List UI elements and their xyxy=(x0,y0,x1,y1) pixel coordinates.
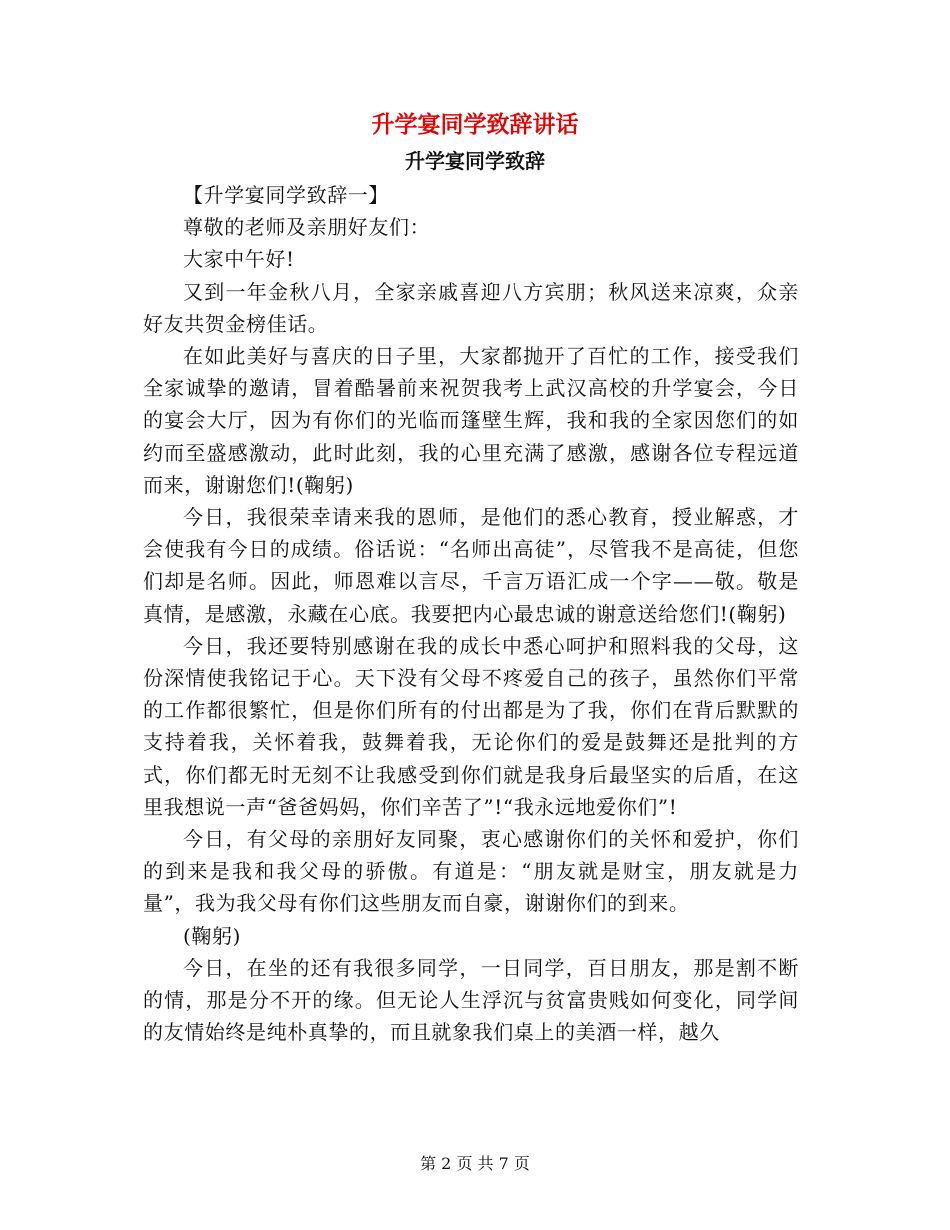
document-title: 升学宴同学致辞讲话 xyxy=(371,111,579,138)
paragraph-classmates: 今日，在坐的还有我很多同学，一日同学，百日朋友，那是割不断的情，那是分不开的缘。但无论人生浮沉与贫富贵贱如何变化，同学间的友情始终是纯朴真挚的，而且就象我们桌上的美酒一样，越久 xyxy=(143,955,799,1045)
greeting: 大家中午好! xyxy=(183,247,295,272)
paragraph-autumn: 又到一年金秋八月，全家亲戚喜迎八方宾朋；秋风送来凉爽，众亲好友共贺金榜佳话。 xyxy=(143,279,799,336)
paragraph-thanks-parents: 今日，我还要特别感谢在我的成长中悉心呵护和照料我的父母，这份深情使我铭记于心。天下没有父母不疼爱自己的孩子，虽然你们平常的工作都很繁忙，但是你们所有的付出都是为了我，你们在背后默默的支持着我，关怀着我，鼓舞着我，无论你们的爱是鼓舞还是批判的方式，你们都无时无刻不让我感受到你们就是我身后最坚实的后盾，在这里我想说一声“爸爸妈妈，你们辛苦了”!“我永远地爱你们”! xyxy=(143,633,799,819)
salutation: 尊敬的老师及亲朋好友们： xyxy=(183,215,431,240)
document-body xyxy=(143,179,799,1048)
document-subtitle: 升学宴同学致辞 xyxy=(405,149,545,173)
paragraph-thanks-guests: 在如此美好与喜庆的日子里，大家都抛开了百忙的工作，接受我们全家诚挚的邀请，冒着酷暑前来祝贺我考上武汉高校的升学宴会，今日的宴会大厅，因为有你们的光临而篷壁生辉，我和我的全家因您们的如约而至盛感激动，此时此刻，我的心里充满了感激，感谢各位专程远道而来，谢谢您们!(鞠躬) xyxy=(143,344,799,497)
page-number: 第 2 页 共 7 页 xyxy=(420,1154,530,1173)
paragraph-thanks-friends: 今日，有父母的亲朋好友同聚，衷心感谢你们的关怀和爱护，你们的到来是我和我父母的骄傲。有道是：“朋友就是财宝，朋友就是力量”，我为我父母有你们这些朋友而自豪，谢谢你们的到来。 xyxy=(143,827,799,916)
paragraph-bow: (鞠躬) xyxy=(183,923,242,948)
paragraph-thanks-teachers: 今日，我很荣幸请来我的恩师，是他们的悉心教育，授业解惑，才会使我有今日的成绩。俗话说：“名师出高徒”，尽管我不是高徒，但您们却是名师。因此，师恩难以言尽，千言万语汇成一个字——敬。敬是真情，是感激，永藏在心底。我要把内心最忠诚的谢意送给您们!(鞠躬) xyxy=(143,505,799,626)
section-heading: 【升学宴同学致辞一】 xyxy=(183,183,389,207)
